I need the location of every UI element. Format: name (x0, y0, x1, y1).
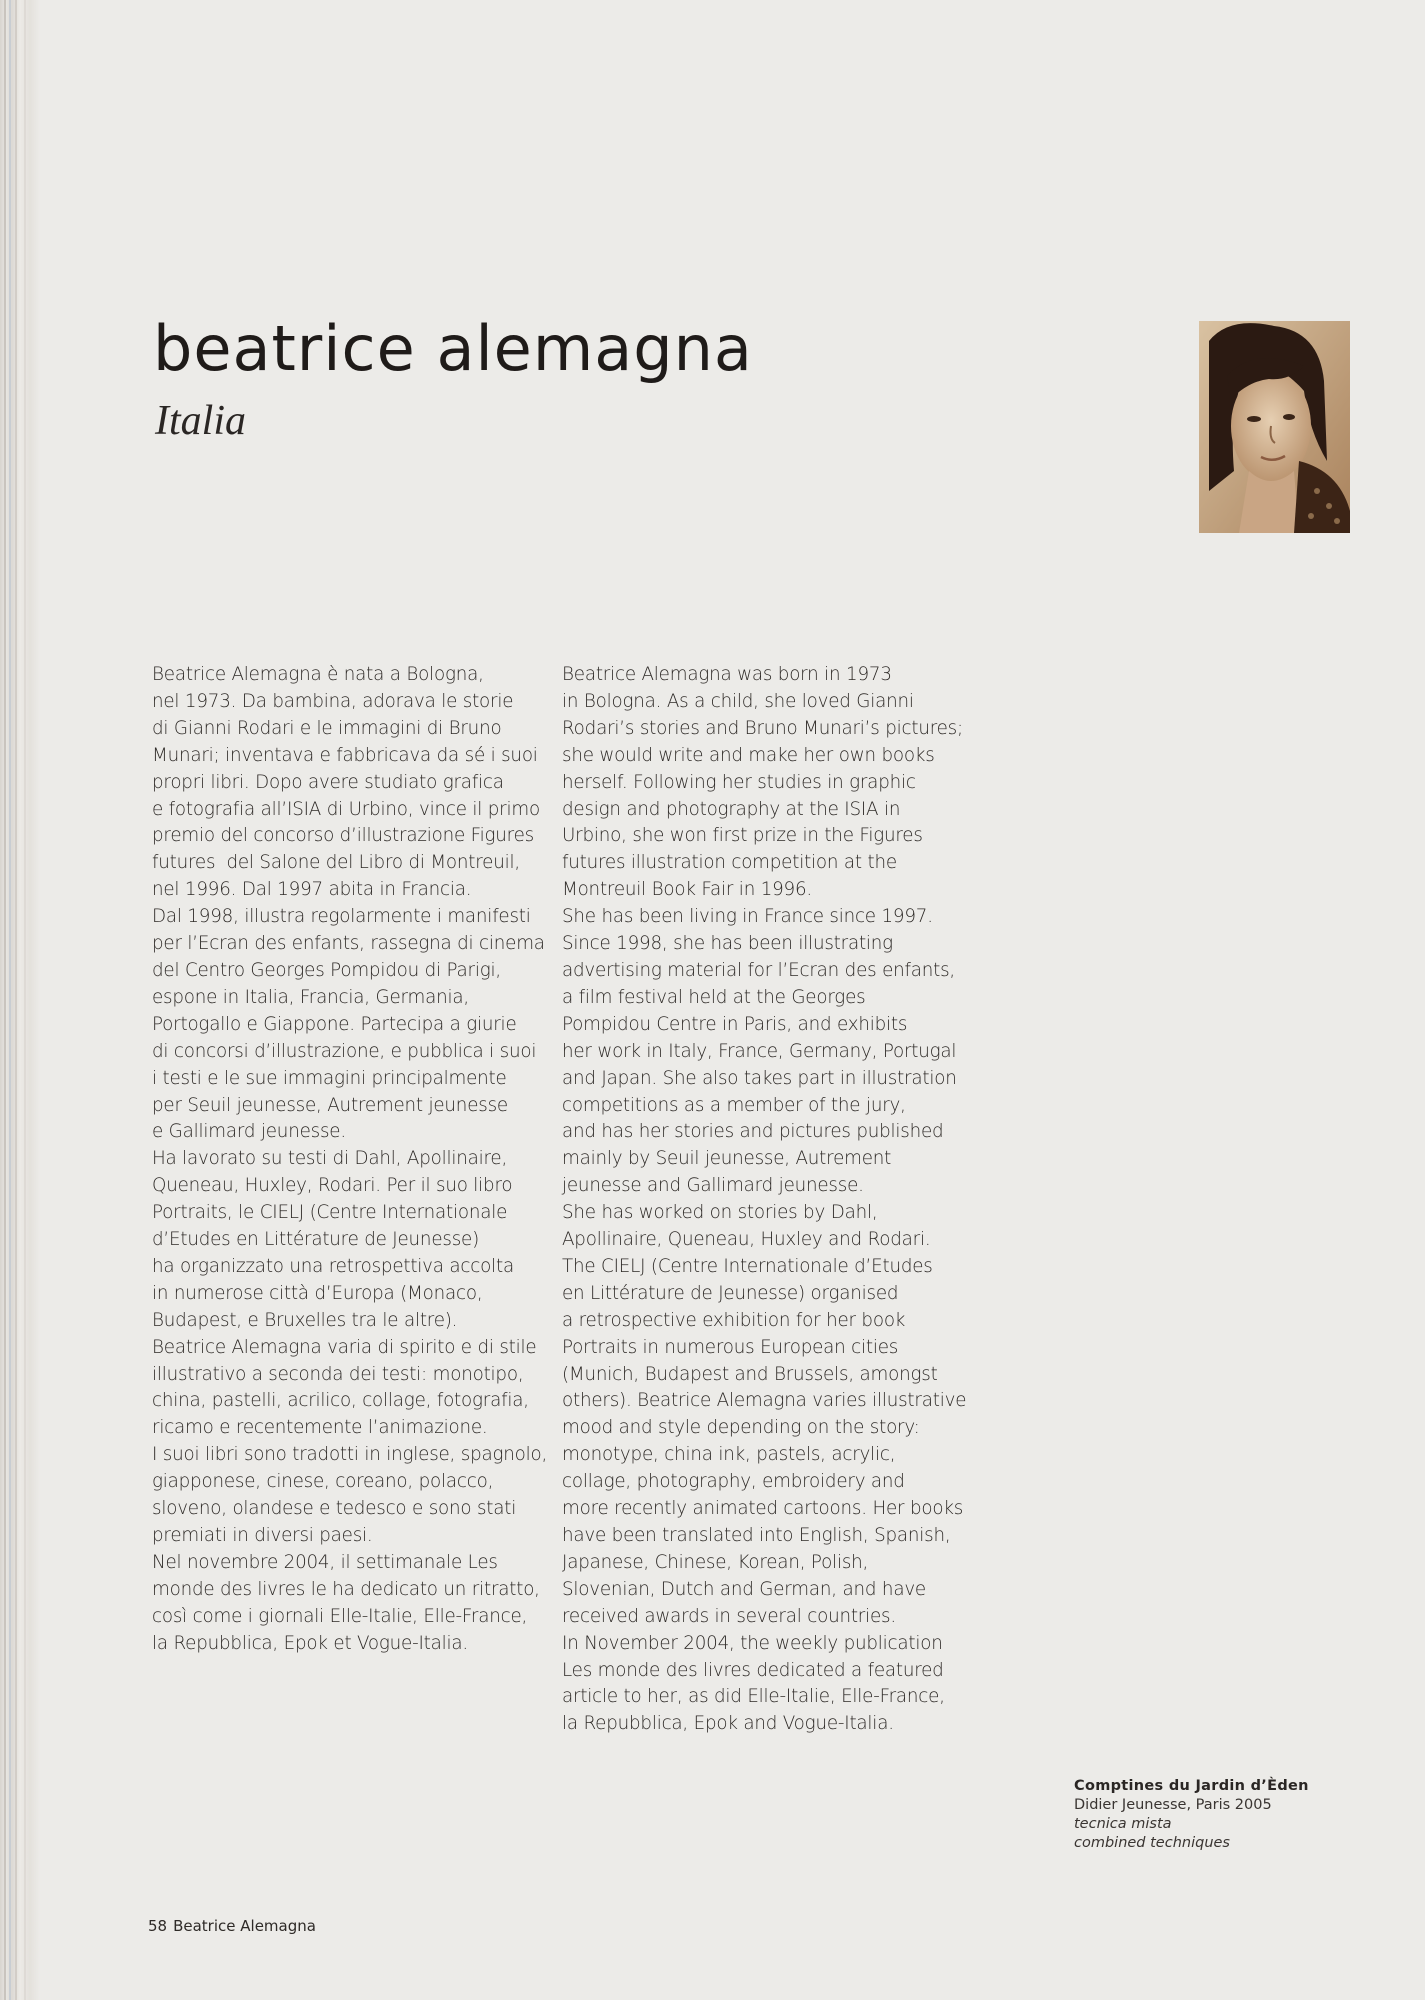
text-line: herself. Following her studies in graphic (562, 771, 916, 793)
text-line: in numerose città d’Europa (Monaco, (152, 1282, 483, 1304)
page-footer (148, 1917, 316, 1935)
text-line: Les monde des livres dedicated a featured (562, 1659, 944, 1681)
page-binding-edge (0, 0, 40, 2000)
text-line: more recently animated cartoons. Her books (562, 1498, 964, 1520)
text-line: la Repubblica, Epok and Vogue-Italia. (562, 1713, 894, 1735)
text-line: la Repubblica, Epok et Vogue-Italia. (152, 1632, 469, 1654)
text-line: She has been living in France since 1997. (562, 906, 933, 928)
text-line: Beatrice Alemagna è nata a Bologna, (152, 664, 484, 685)
text-line: Slovenian, Dutch and German, and have (562, 1578, 926, 1600)
text-line: she would write and make her own books (562, 744, 935, 766)
text-line: di concorsi d’illustrazione, e pubblica i suoi (152, 1040, 537, 1062)
text-line: Since 1998, she has been illustrating (562, 933, 893, 955)
text-line: i testi e le sue immagini principalmente (152, 1067, 507, 1089)
text-line: premio del concorso d’illustrazione Figures (152, 825, 534, 847)
text-line: and has her stories and pictures published (562, 1121, 944, 1143)
text-line: mainly by Seuil jeunesse, Autrement (562, 1148, 892, 1170)
text-line: futures del Salone del Libro di Montreuil, (152, 852, 520, 874)
text-line: The CIELJ (Centre Internationale d’Etudes (562, 1255, 933, 1277)
text-line: premiati in diversi paesi. (152, 1525, 373, 1546)
artwork-caption (1074, 1777, 1309, 1853)
text-line: nel 1973. Da bambina, adorava le storie (152, 690, 514, 712)
text-line: article to her, as did Elle-Italie, Elle-France, (562, 1686, 945, 1708)
text-line: Rodari’s stories and Bruno Munari’s pictures; (562, 717, 963, 739)
text-line: Munari; inventava e fabbricava da sé i suoi (152, 744, 538, 766)
text-line: In November 2004, the weekly publication (562, 1632, 943, 1654)
country-subtitle: Italia (155, 398, 246, 444)
text-line: china, pastelli, acrilico, collage, fotografia, (152, 1390, 529, 1412)
text-line: Ha lavorato su testi di Dahl, Apollinaire, (152, 1148, 508, 1170)
text-line: She has worked on stories by Dahl, (562, 1202, 878, 1224)
text-line: d’Etudes en Littérature de Jeunesse) (152, 1229, 479, 1251)
text-line: del Centro Georges Pompidou di Parigi, (152, 959, 501, 981)
text-line: ha organizzato una retrospettiva accolta (152, 1255, 514, 1277)
text-line: Portraits, le CIELJ (Centre Internationale (152, 1202, 508, 1224)
text-line: giapponese, cinese, coreano, polacco, (152, 1471, 494, 1493)
text-line: propri libri. Dopo avere studiato grafica (152, 771, 504, 793)
text-line: di Gianni Rodari e le immagini di Bruno (152, 717, 502, 739)
portrait-image (1199, 321, 1350, 533)
text-line: a retrospective exhibition for her book (562, 1309, 906, 1331)
text-line: competitions as a member of the jury, (562, 1094, 906, 1116)
text-line: Beatrice Alemagna was born in 1973 (562, 664, 892, 685)
text-line: Japanese, Chinese, Korean, Polish, (562, 1551, 869, 1573)
text-line: Urbino, she won first prize in the Figures (562, 825, 923, 847)
text-line: Pompidou Centre in Paris, and exhibits (562, 1013, 908, 1035)
text-line: her work in Italy, France, Germany, Portugal (562, 1040, 957, 1062)
text-line: advertising material for l’Ecran des enfants, (562, 959, 956, 981)
text-line: per l’Ecran des enfants, rassegna di cinema (152, 933, 545, 955)
text-line: jeunesse and Gallimard jeunesse. (562, 1175, 864, 1197)
caption-technique-english: combined techniques (1074, 1835, 1230, 1851)
text-line: others). Beatrice Alemagna varies illustrative (562, 1390, 967, 1412)
biography-english (562, 662, 967, 1738)
text-line: così come i giornali Elle-Italie, Elle-France, (152, 1605, 528, 1627)
text-line: espone in Italia, Francia, Germania, (152, 986, 469, 1008)
text-line: e fotografia all’ISIA di Urbino, vince il primo (152, 798, 540, 820)
text-line: design and photography at the ISIA in (562, 798, 901, 820)
text-line: received awards in several countries. (562, 1605, 896, 1627)
page-number: 58 (148, 1917, 168, 1935)
caption-publisher: Didier Jeunesse, Paris 2005 (1074, 1797, 1272, 1813)
text-line: mood and style depending on the story: (562, 1417, 920, 1439)
text-line: Budapest, e Bruxelles tra le altre). (152, 1309, 458, 1331)
running-title: Beatrice Alemagna (173, 1917, 316, 1935)
text-line: in Bologna. As a child, she loved Gianni (562, 690, 914, 712)
text-line: Portraits in numerous European cities (562, 1336, 899, 1358)
text-line: monotype, china ink, pastels, acrylic, (562, 1444, 896, 1466)
text-line: Portogallo e Giappone. Partecipa a giurie (152, 1013, 517, 1035)
text-line: sloveno, olandese e tedesco e sono stati (152, 1498, 517, 1520)
text-line: nel 1996. Dal 1997 abita in Francia. (152, 879, 472, 901)
page-title: beatrice alemagna (153, 312, 753, 385)
text-line: a film festival held at the Georges (562, 986, 866, 1008)
text-line: Dal 1998, illustra regolarmente i manifesti (152, 906, 531, 928)
text-line: Nel novembre 2004, il settimanale Les (152, 1551, 498, 1573)
text-line: collage, photography, embroidery and (562, 1471, 905, 1493)
caption-title: Comptines du Jardin d’Èden (1074, 1778, 1309, 1794)
text-line: futures illustration competition at the (562, 852, 897, 874)
caption-technique-italian: tecnica mista (1074, 1816, 1172, 1832)
text-line: per Seuil jeunesse, Autrement jeunesse (152, 1094, 508, 1116)
text-line: Queneau, Huxley, Rodari. Per il suo libro (152, 1175, 513, 1197)
text-line: Apollinaire, Queneau, Huxley and Rodari. (562, 1229, 931, 1251)
text-line: have been translated into English, Spanish, (562, 1525, 951, 1546)
text-line: Montreuil Book Fair in 1996. (562, 879, 813, 901)
text-line: (Munich, Budapest and Brussels, amongst (562, 1363, 938, 1385)
author-portrait-photo (1199, 321, 1350, 533)
text-line: en Littérature de Jeunesse) organised (562, 1282, 899, 1304)
text-line: e Gallimard jeunesse. (152, 1121, 346, 1143)
text-line: illustrativo a seconda dei testi: monotipo, (152, 1363, 524, 1385)
text-line: ricamo e recentemente l’animazione. (152, 1417, 488, 1439)
text-line: and Japan. She also takes part in illustration (562, 1067, 957, 1089)
text-line: Beatrice Alemagna varia di spirito e di stile (152, 1336, 537, 1358)
biography-italian (152, 662, 548, 1658)
text-line: I suoi libri sono tradotti in inglese, spagnolo, (152, 1444, 548, 1466)
text-line: monde des livres le ha dedicato un ritratto, (152, 1578, 540, 1600)
